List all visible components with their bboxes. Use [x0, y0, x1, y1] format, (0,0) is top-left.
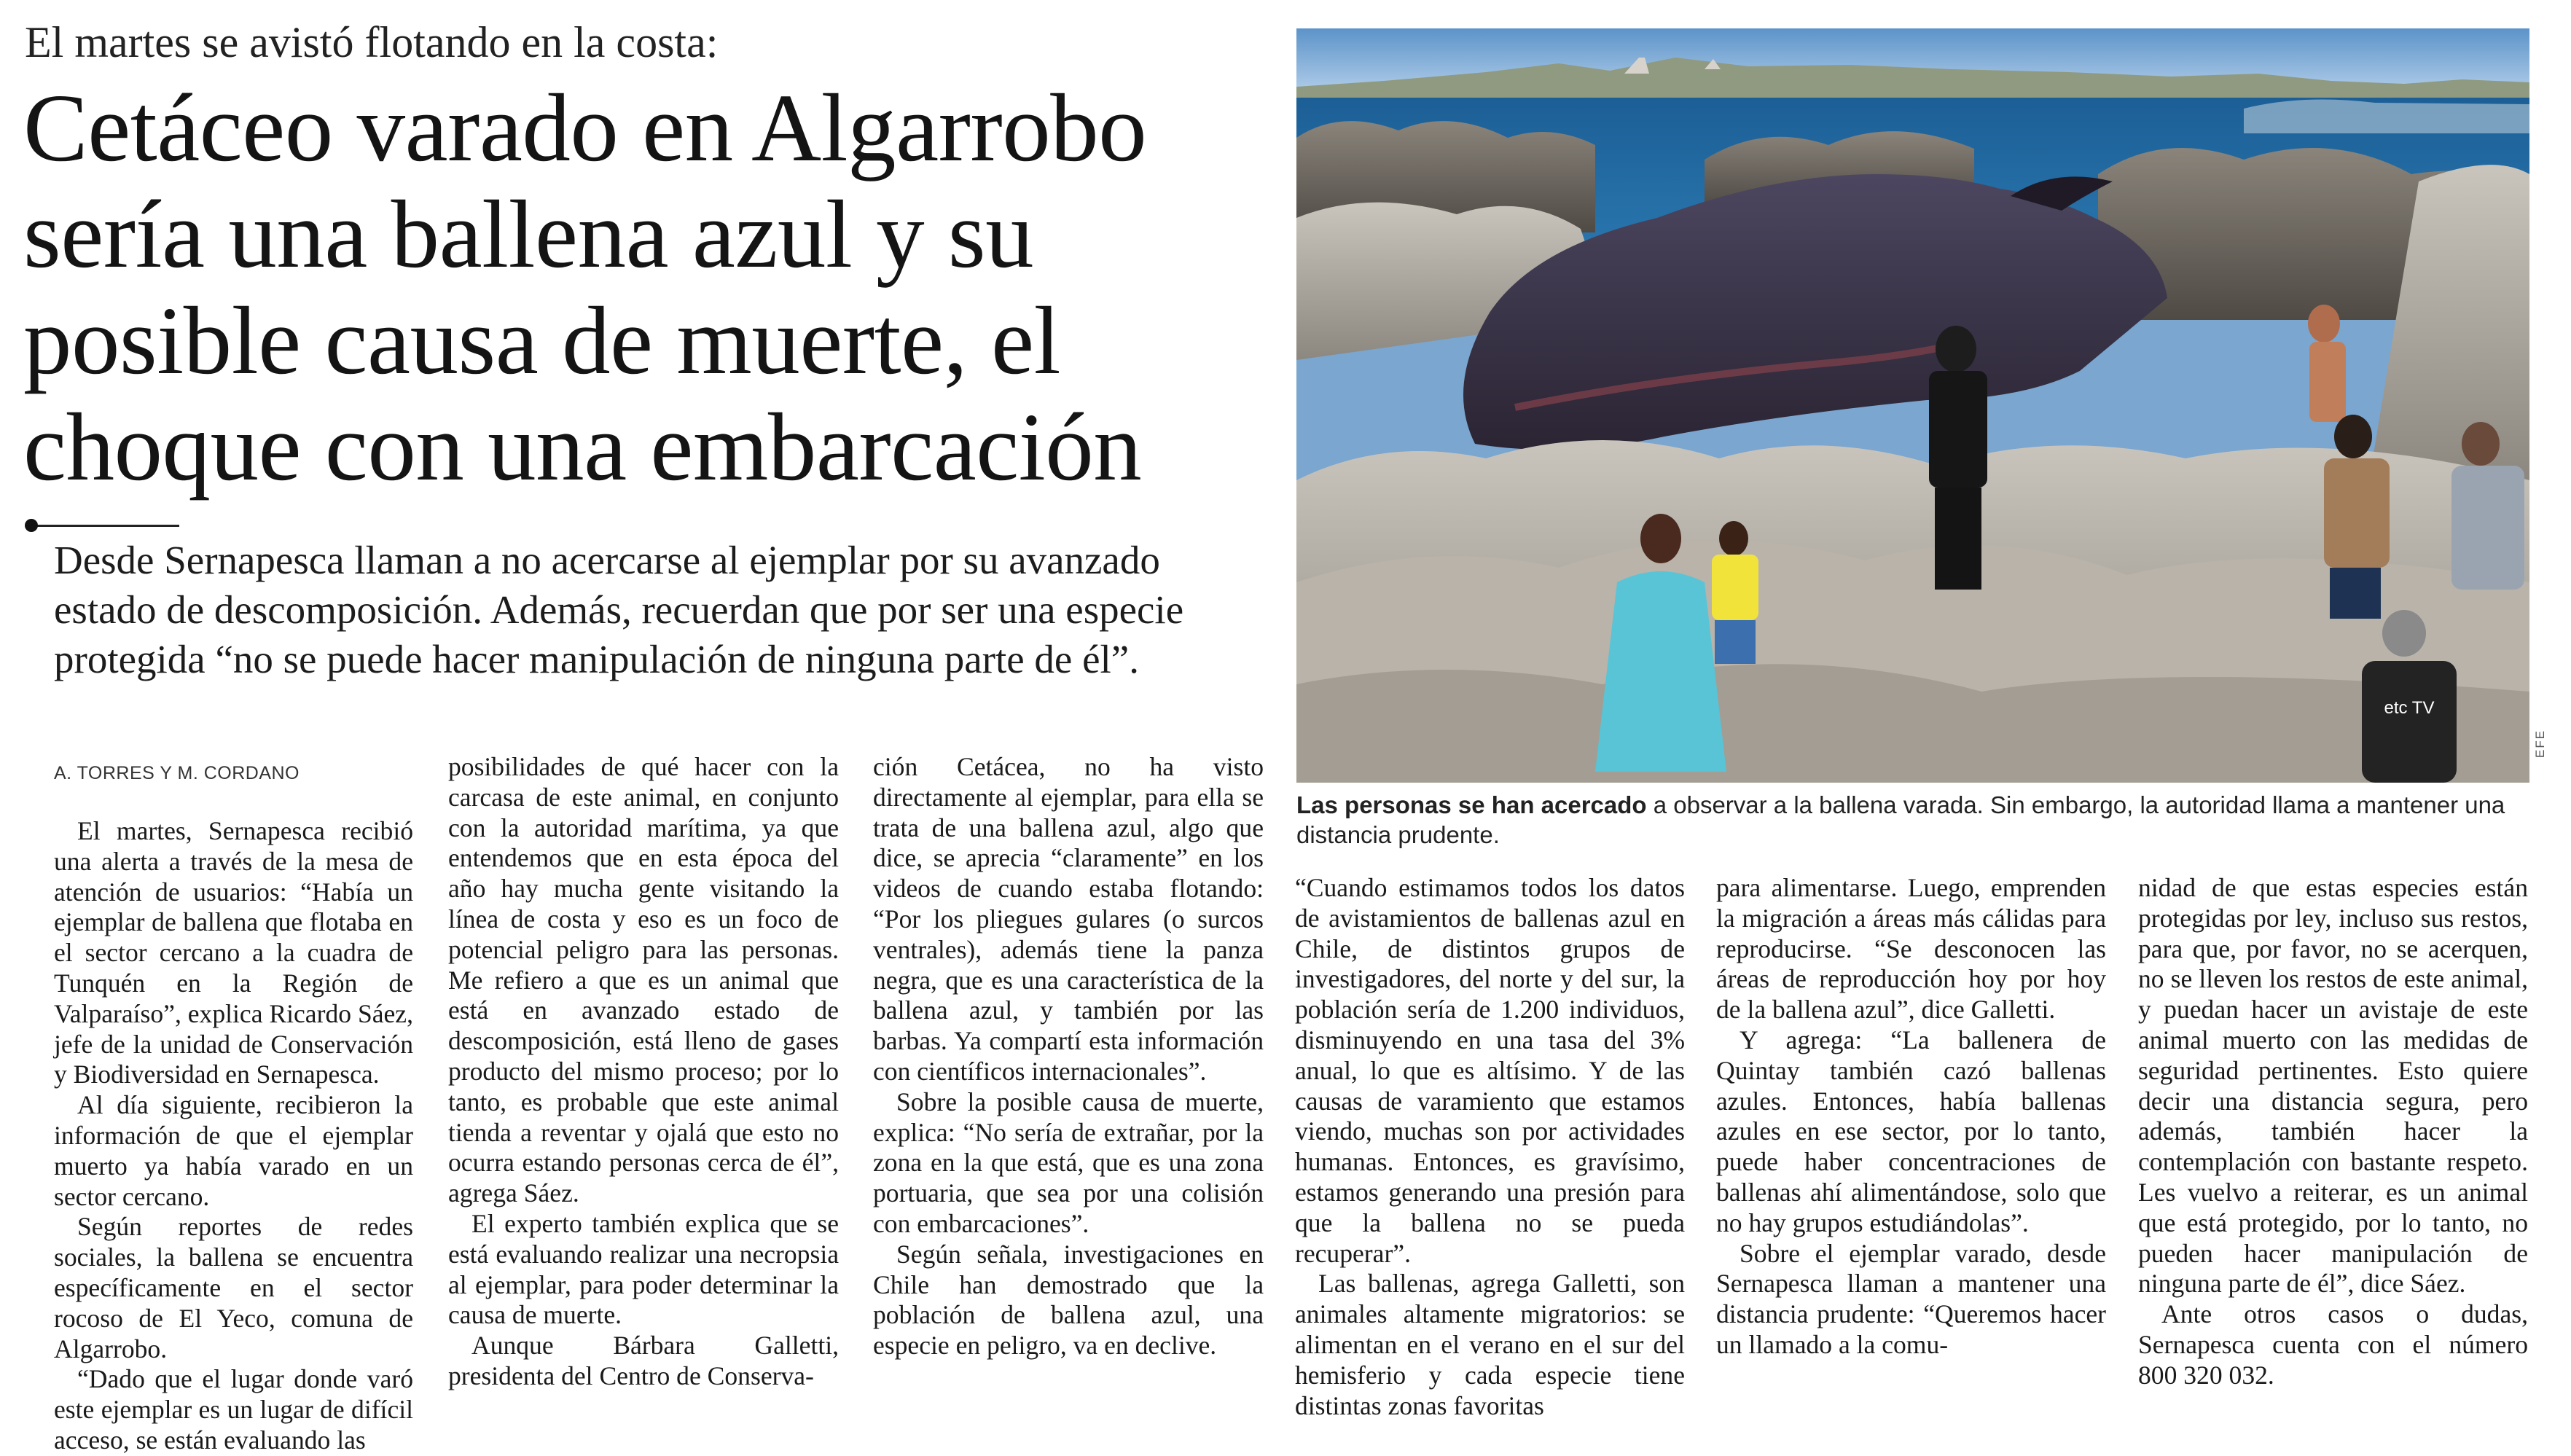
photo-credit: EFE [2533, 729, 2547, 758]
body-paragraph: “Cuando estimamos todos los datos de avistamientos de ballenas azul en Chile, de distintos grupos de investigadores, del norte y del sur, la población sería de 1.200 individuos, disminuyendo en una tasa del 3% anual, lo que es altísimo. Y de las causas de varamiento que estamos viendo, muchas son por actividades humanas. Entonces, es gravísimo, estamos generando una presión para que la ballena no se pueda recuperar”. [1295, 873, 1685, 1268]
caption-lead: Las personas se han acercado [1296, 791, 1647, 818]
body-paragraph: Sobre el ejemplar varado, desde Sernapesca llaman a mantener una distancia prudente: “Queremos hacer un llamado a la comu- [1716, 1238, 2106, 1359]
body-paragraph: “Dado que el lugar donde varó este ejemplar es un lugar de difícil acceso, se están evaluando las [54, 1364, 413, 1455]
bullet-dot-icon [25, 519, 38, 532]
body-paragraph: ción Cetácea, no ha visto directamente al ejemplar, para ella se trata de una ballena azul, algo que dice, se aprecia “claramente” en los videos de cuando estaba flotando: “Por los pliegues gulares (o surcos ventrales), además tiene la panza negra, que es una característica de la ballena azul, y también por las barbas. Ya compartí esta información con científicos internacionales”. [873, 752, 1264, 1086]
photo-caption [1296, 790, 2529, 850]
news-photo-whale [1296, 28, 2529, 783]
caption-text: a observar a la ballena varada. Sin embargo, la autoridad llama a mantener una distancia prudente. [1296, 791, 2505, 848]
article-byline: A. TORRES Y M. CORDANO [54, 763, 300, 783]
article-headline: Cetáceo varado en Algarrobo sería una ballena azul y su posible causa de muerte, el choque con una embarcación [23, 74, 1147, 501]
body-column-4 [1295, 873, 1685, 1436]
body-column-3 [873, 752, 1264, 1436]
body-column-5 [1716, 873, 2106, 1436]
body-paragraph: posibilidades de qué hacer con la carcasa de este animal, en conjunto con la autoridad marítima, ya que entendemos que en esta época del año hay mucha gente visitando la línea de costa y eso es un foco de potencial peligro para las personas. Me refiero a que es un animal que está en avanzado estado de descomposición, está lleno de gases producto del mismo proceso; por lo tanto, es probable que este animal tienda a reventar y ojalá que esto no ocurra estando personas cerca de él”, agrega Sáez. [448, 752, 839, 1208]
body-column-6 [2138, 873, 2528, 1436]
body-paragraph: Al día siguiente, recibieron la información de que el ejemplar muerto ya había varado en un sector cercano. [54, 1090, 413, 1211]
body-paragraph: nidad de que estas especies están protegidas por ley, incluso sus restos, para que, por favor, no se acerquen, no se lleven los restos de este animal, y puedan hacer un avistaje de este animal muerto con las medidas de seguridad pertinentes. Esto quiere decir una distancia segura, pero además, también hacer la contemplación con bastante respeto. Les vuelvo a reiterar, es un animal que está protegido, por lo tanto, no pueden hacer manipulación de ninguna parte de él”, dice Sáez. [2138, 873, 2528, 1299]
article-kicker: El martes se avistó flotando en la costa: [25, 18, 719, 66]
beached-whale-illustration [1296, 28, 2529, 783]
body-paragraph: Las ballenas, agrega Galletti, son animales altamente migratorios: se alimentan en el verano en el sur del hemisferio y cada especie tiene distintas zonas favoritas [1295, 1269, 1685, 1420]
body-paragraph: Sobre la posible causa de muerte, explica: “No sería de extrañar, por la zona en la que está, que es una zona portuaria, que sea por una colisión con embarcaciones”. [873, 1087, 1264, 1238]
body-paragraph: Según reportes de redes sociales, la ballena se encuentra específicamente en el sector rocoso de El Yeco, comuna de Algarrobo. [54, 1212, 413, 1363]
body-paragraph: Según señala, investigaciones en Chile han demostrado que la población de ballena azul, una especie en peligro, va en declive. [873, 1239, 1264, 1361]
body-paragraph: para alimentarse. Luego, emprenden la migración a áreas más cálidas para reproducirse. “Se desconocen las áreas de reproducción hoy por hoy de la ballena azul”, dice Galletti. [1716, 873, 2106, 1025]
body-paragraph: El martes, Sernapesca recibió una alerta a través de la mesa de atención de usuarios: “Había un ejemplar de ballena que flotaba en el sector cercano a la cuadra de Tunquén en la Región de Valparaíso”, explica Ricardo Sáez, jefe de la unidad de Conservación y Biodiversidad en Sernapesca. [54, 816, 413, 1089]
person-man-shirtless [2308, 305, 2346, 422]
body-paragraph: Aunque Bárbara Galletti, presidenta del Centro de Conserva- [448, 1331, 839, 1390]
deck-rule [26, 525, 179, 527]
body-column-1 [54, 816, 413, 1455]
body-column-2 [448, 752, 839, 1436]
shirt-logo-text: etc TV [2384, 698, 2435, 718]
article-deck: Desde Sernapesca llaman a no acercarse al ejemplar por su avanzado estado de descomposición. Además, recuerdan que por ser una especie protegida “no se puede hacer manipulación de ninguna parte de él”. [54, 538, 1184, 681]
body-paragraph: Ante otros casos o dudas, Sernapesca cuenta con el número 800 320 032. [2138, 1299, 2528, 1390]
body-paragraph: El experto también explica que se está evaluando realizar una necropsia al ejemplar, para poder determinar la causa de muerte. [448, 1208, 839, 1330]
body-paragraph: Y agrega: “La ballenera de Quintay también cazó ballenas azules. Entonces, había ballenas azules en ese sector, por lo tanto, puede haber concentraciones de ballenas ahí alimentándose, solo que no hay grupos estudiándolas”. [1716, 1025, 2106, 1237]
